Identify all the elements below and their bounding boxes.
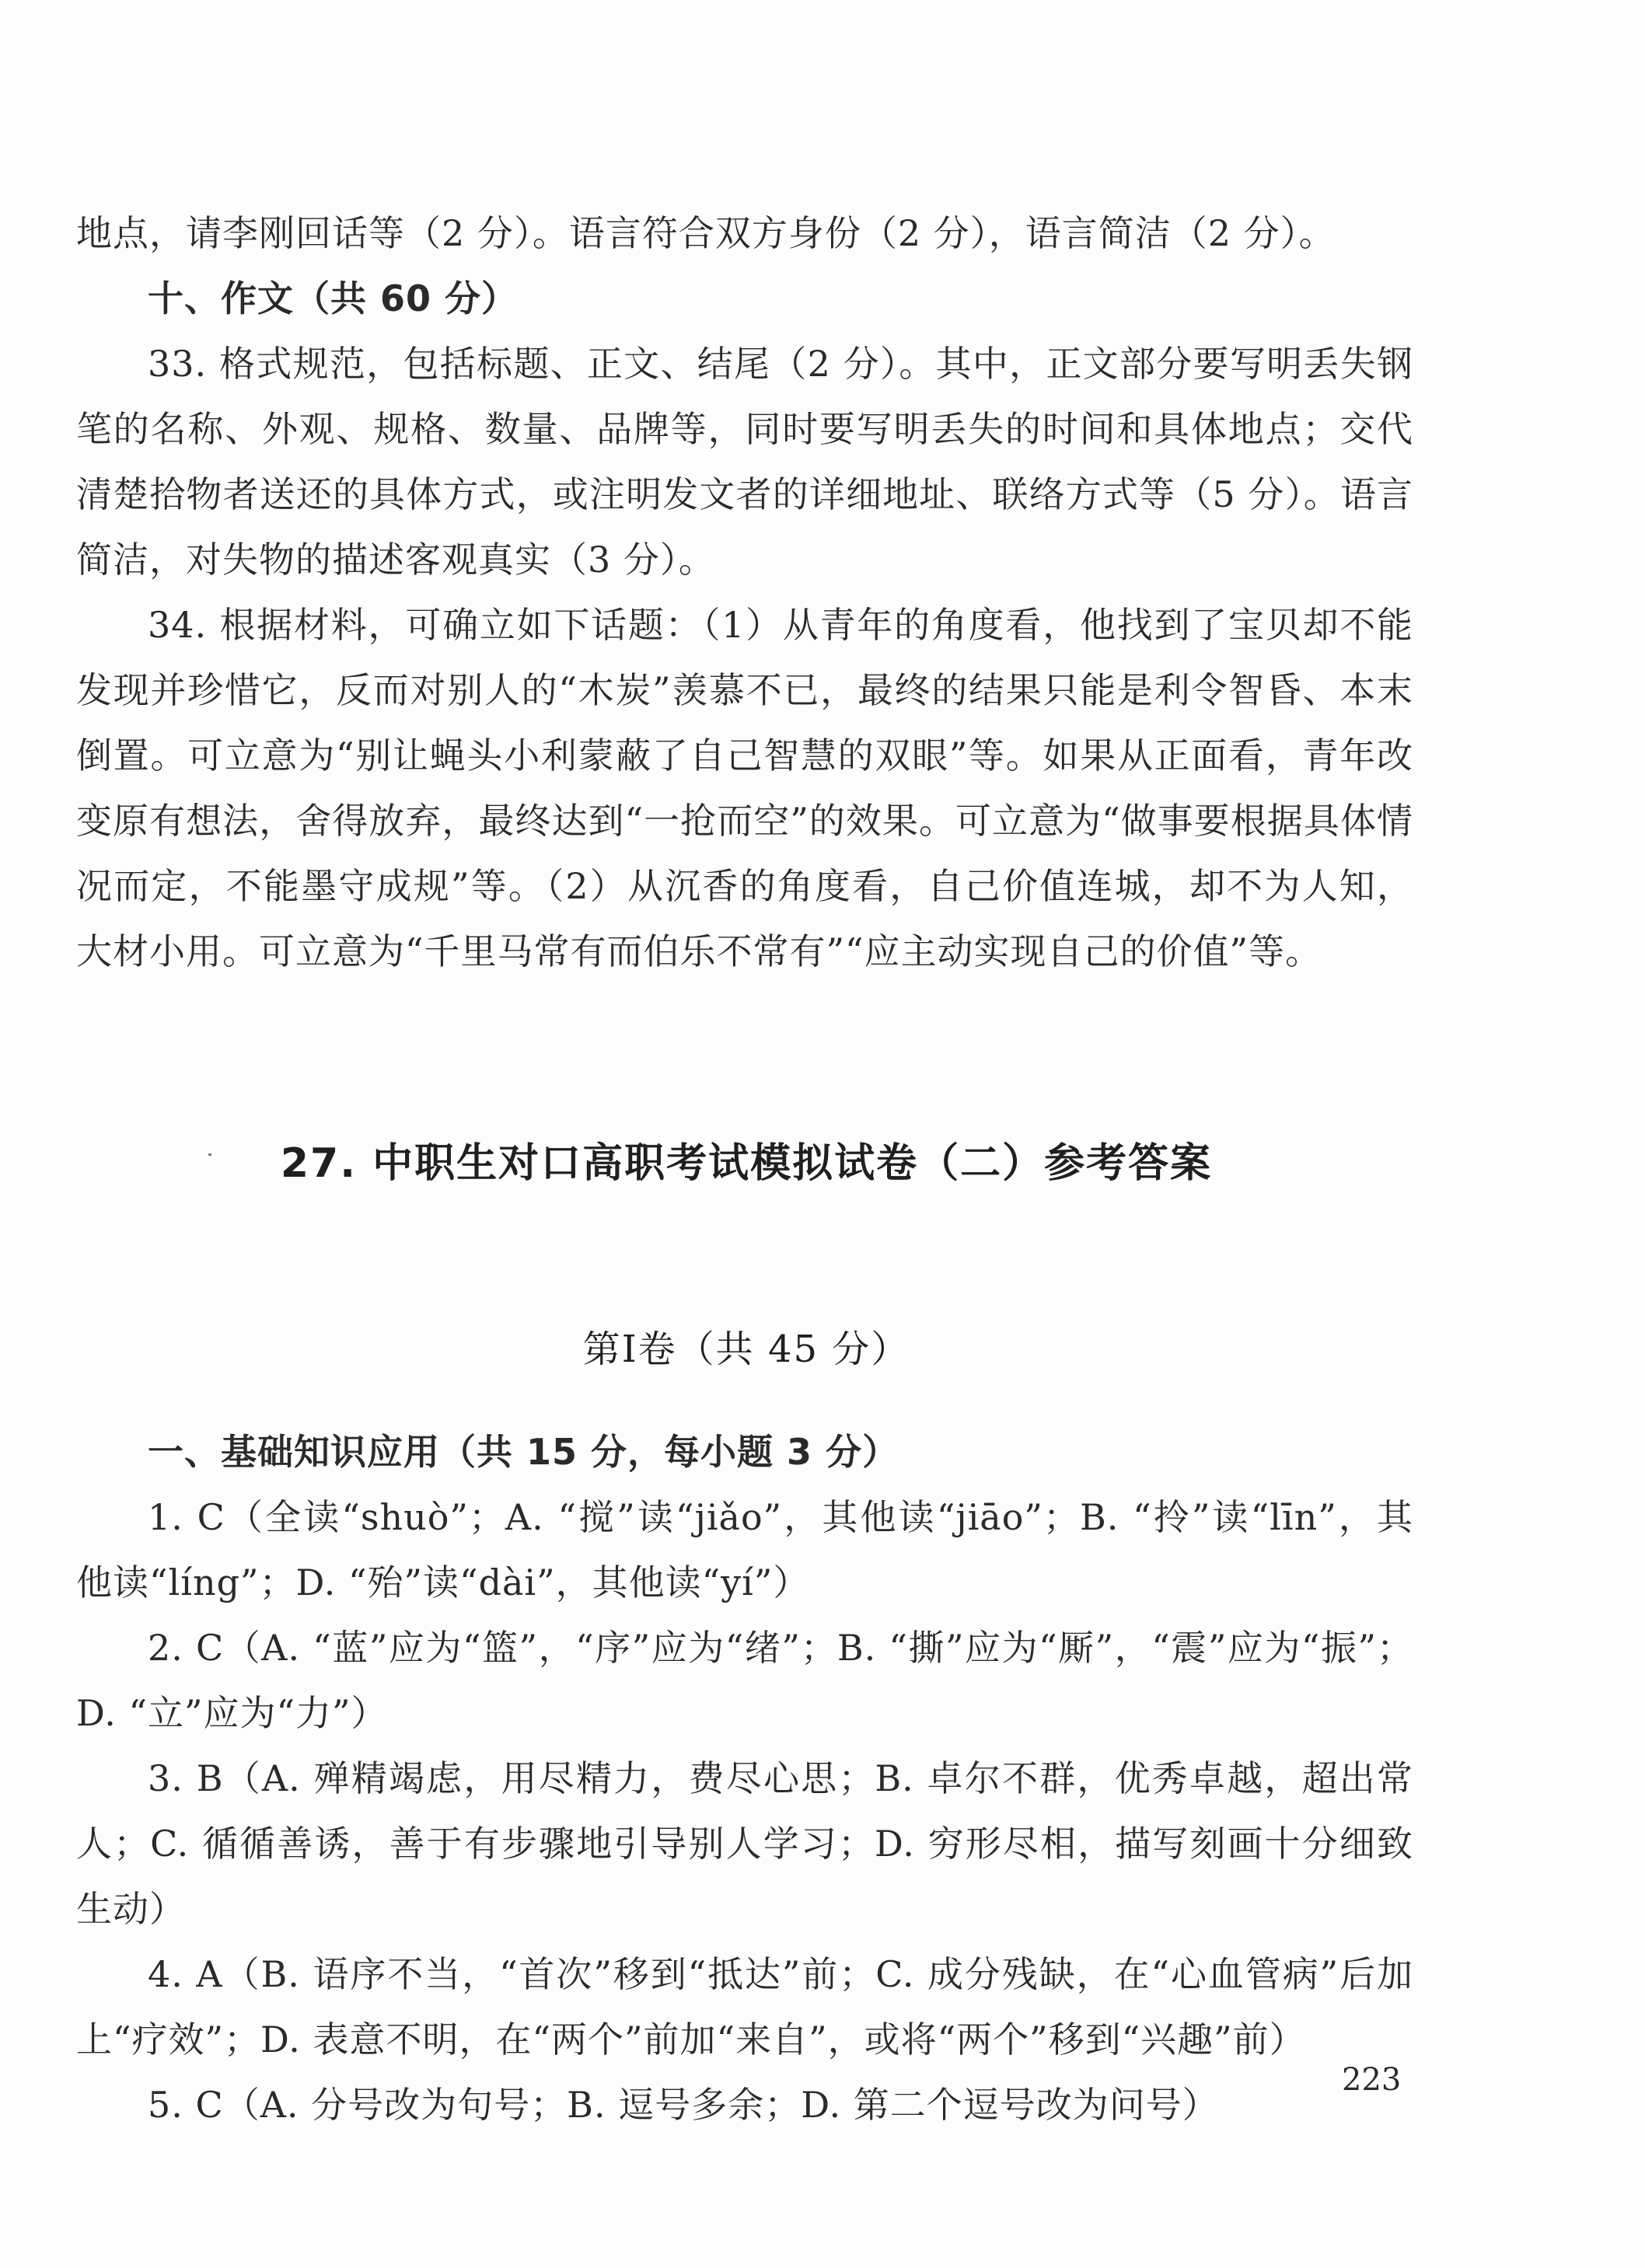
answer-item-4: 4. A（B. 语序不当，“首次”移到“抵达”前；C. 成分残缺，在“心血管病”后加上“疗效”；D. 表意不明，在“两个”前加“来自”，或将“两个”移到“兴趣”前） xyxy=(76,1953,1413,2060)
answer-item-2: 2. C（A. “蓝”应为“篮”，“序”应为“绪”；B. “撕”应为“厮”，“震”应为“振”；D. “立”应为“力”） xyxy=(76,1627,1414,1734)
section-heading-essay: 十、作文（共 60 分） xyxy=(148,277,519,319)
answer-item-5: 5. C（A. 分号改为句号；B. 逗号多余；D. 第二个逗号改为问号） xyxy=(148,2084,1219,2126)
section-heading-basics: 一、基础知识应用（共 15 分，每小题 3 分） xyxy=(148,1431,899,1473)
top-section xyxy=(76,201,1413,984)
answer-33: 33. 格式规范，包括标题、正文、结尾（2 分）。其中，正文部分要写明丢失钢笔的名称、外观、规格、数量、品牌等，同时要写明丢失的时间和具体地点；交代清楚拾物者送还的具体方式，或注明发文者的详细地址、联络方式等（5 分）。语言简洁，对失物的描述客观真实（3 分）。 xyxy=(76,343,1413,581)
answer-item-1: 1. C（全读“shuò”；A. “搅”读“jiǎo”，其他读“jiāo”；B. “拎”读“līn”，其他读“líng”；D. “殆”读“dài”，其他读“yí”） xyxy=(76,1496,1413,1603)
page-number: 223 xyxy=(1342,2062,1402,2098)
answers-section xyxy=(76,1419,1413,2137)
chapter-title: 27. 中职生对口高职考试模拟试卷（二）参考答案 xyxy=(280,1140,1213,1187)
paragraph-continuation: 地点，请李刚回话等（2 分）。语言符合双方身份（2 分），语言简洁（2 分）。 xyxy=(76,212,1336,254)
volume-title: 第Ⅰ卷（共 45 分） xyxy=(582,1328,910,1371)
answer-item-3: 3. B（A. 殚精竭虑，用尽精力，费尽心思；B. 卓尔不群，优秀卓越，超出常人；C. 循循善诱，善于有步骤地引导别人学习；D. 穷形尽相，描写刻画十分细致生动） xyxy=(76,1757,1413,1930)
answer-34: 34. 根据材料，可确立如下话题：（1）从青年的角度看，他找到了宝贝却不能发现并珍惜它，反而对别人的“木炭”羡慕不已，最终的结果只能是利令智昏、本末倒置。可立意为“别让蝇头小利蒙蔽了自己智慧的双眼”等。如果从正面看，青年改变原有想法，舍得放弃，最终达到“一抢而空”的效果。可立意为“做事要根据具体情况而定，不能墨守成规”等。（2）从沉香的角度看，自己价值连城，却不为人知，大材小用。可立意为“千里马常有而伯乐不常有”“应主动实现自己的价值”等。 xyxy=(76,604,1413,972)
